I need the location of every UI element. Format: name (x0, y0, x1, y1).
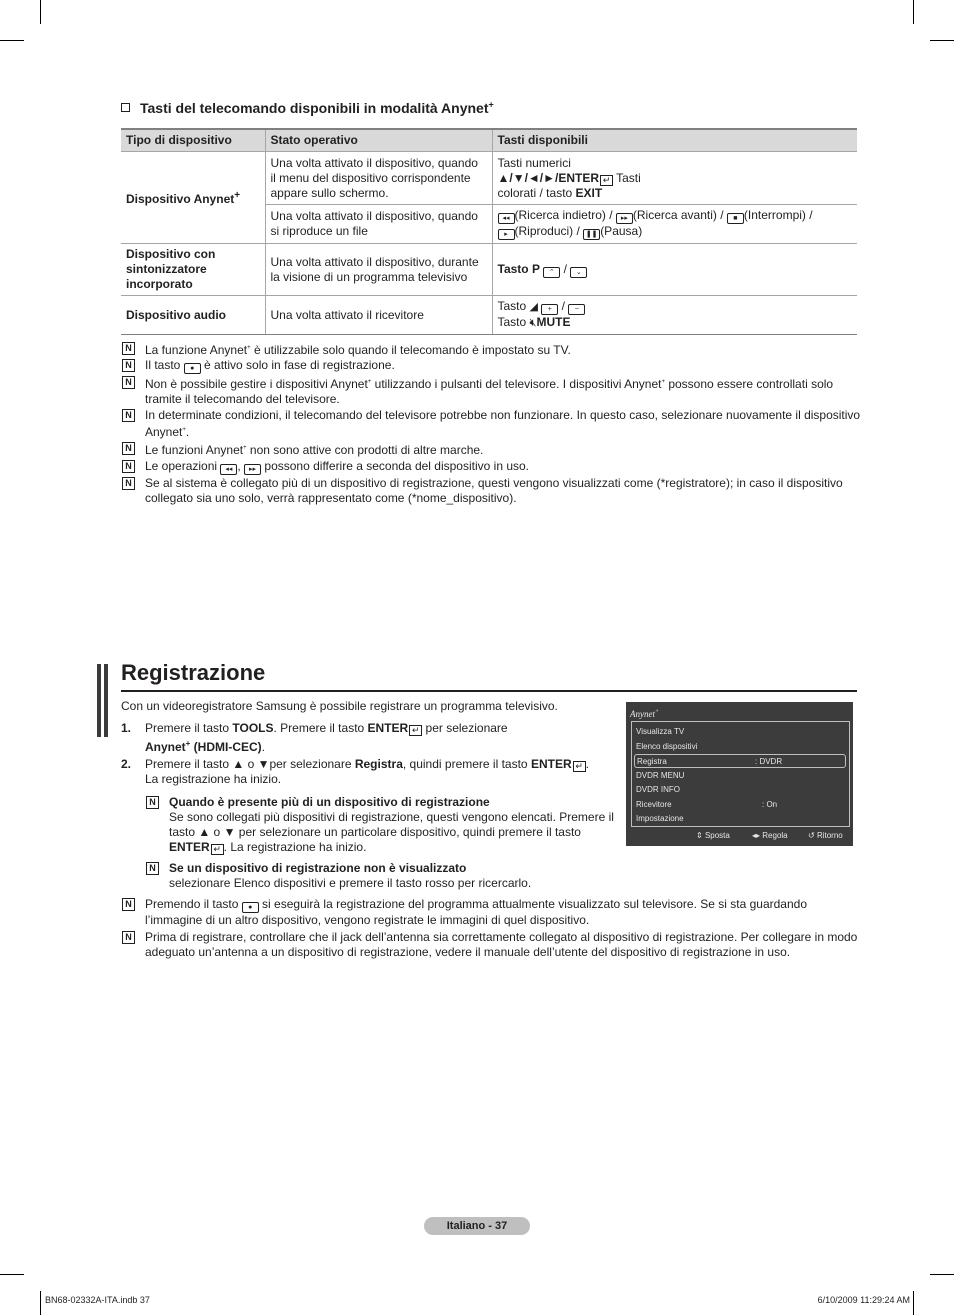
note: N Il tasto ● è attivo solo in fase di registrazione. (121, 358, 861, 374)
title-rule (121, 690, 857, 692)
checkbox-bullet-icon (121, 103, 130, 112)
note-icon: N (122, 477, 135, 490)
channel-down-key-icon: ⌄ (570, 267, 587, 278)
subnote-multiple-recorders: N Quando è presente più di un dispositivo di registrazione Se sono collegati più dispositivi di registrazione, questi vengono elencati. Premere il tasto ▲ o ▼ per selezionare un particolare dispositivo, quindi premere il tasto ENTER ↵ . La registrazione ha inizio. (145, 795, 615, 855)
enter-icon: ↵ (409, 725, 422, 736)
enter-icon: ↵ (600, 175, 613, 186)
record-key-icon: ● (184, 363, 201, 374)
device-tuner-cell: Dispositivo con sintonizzatore incorporato (121, 244, 265, 296)
state-tuner-cell: Una volta attivato il dispositivo, durante la visione di un programma televisivo (265, 244, 492, 296)
note-icon: N (122, 409, 135, 422)
anynet-keys-table (121, 128, 857, 335)
tv-menu-item[interactable]: DVDR MENU (636, 771, 685, 780)
page-number-badge: Italiano - 37 (424, 1217, 530, 1235)
up-down-arrow-icon: ⇕ (696, 831, 703, 840)
keys-menu-cell: Tasti numerici ▲/▼/◄/►/ENTER ↵ Tasti colorati / tasto EXIT (492, 152, 857, 205)
note-icon: N (122, 359, 135, 372)
header-available-keys: Tasti disponibili (492, 129, 857, 152)
section-bar-decoration (97, 664, 101, 737)
note: N Prima di registrare, controllare che il jack dell’antenna sia correttamente collegato al dispositivo di registrazione. Per collegare in modo adeguato un’antenna a un dispositivo di registrazione, vedere il manuale dell’utente del dispositivo di registrazione in uso. (121, 930, 861, 960)
section-bar-decoration (104, 664, 108, 737)
note-icon: N (146, 862, 159, 875)
print-file-info: BN68-02332A-ITA.indb 37 (45, 1295, 150, 1305)
tv-footer-adjust: ◂▸ Regola (752, 831, 788, 840)
rewind-key-icon: ◂◂ (498, 213, 515, 224)
note: N In determinate condizioni, il telecomando del televisore potrebbe non funzionare. In questo caso, selezionare nuovamente il dispositivo Anynet+. (121, 408, 861, 440)
table-row (121, 296, 857, 335)
tv-menu-item-selected[interactable]: Registra : DVDR (634, 754, 846, 768)
fast-forward-key-icon: ▸▸ (616, 213, 633, 224)
note: N Premendo il tasto ● si eseguirà la registrazione del programma attualmente visualizzato sul televisore. Se si sta guardando l’immagine di un altro dispositivo, vengono registrate le immagini di quel dispositivo. (121, 897, 861, 928)
step-1: 1. Premere il tasto TOOLS. Premere il tasto ENTER ↵ per selezionare Anynet+ (HDMI-CEC). (121, 721, 508, 754)
device-audio-cell: Dispositivo audio (121, 296, 265, 335)
note: N Non è possibile gestire i dispositivi Anynet+ utilizzando i pulsanti del televisore. I dispositivi Anynet+ possono essere controllati solo tramite il telecomando del televisore. (121, 375, 861, 407)
volume-up-key-icon: + (541, 304, 558, 315)
mute-icon: 🔇︎ (529, 317, 537, 329)
fast-forward-key-icon: ▸▸ (244, 464, 261, 475)
keys-tuner-cell: Tasto P ⌃ / ⌄ (492, 244, 857, 296)
note-icon: N (146, 796, 159, 809)
keys-play-cell: ◂◂ (Ricerca indietro) / ▸▸ (Ricerca avanti) / ■ (Interrompi) / ▸ (Riproduci) / ❚❚ (Pausa) (492, 205, 857, 244)
table-row (121, 244, 857, 296)
tv-footer-move: ⇕ Sposta (696, 831, 730, 840)
header-device-type: Tipo di dispositivo (121, 129, 265, 152)
enter-icon: ↵ (211, 844, 224, 855)
device-anynet-cell: Dispositivo Anynet+ (121, 152, 265, 244)
record-key-icon: ● (242, 902, 259, 913)
print-date-info: 6/10/2009 11:29:24 AM (817, 1295, 910, 1305)
subnote-recorder-not-shown: N Se un dispositivo di registrazione non è visualizzato selezionare Elenco dispositivi e premere il tasto rosso per ricercarlo. (145, 861, 615, 891)
note-icon: N (122, 442, 135, 455)
tv-footer-back: ↺ Ritorno (808, 831, 843, 840)
table-row (121, 152, 857, 205)
step-2: 2. Premere il tasto ▲ o ▼per selezionare Registra, quindi premere il tasto ENTER ↵ . La registrazione ha inizio. (121, 757, 589, 786)
note-icon: N (122, 376, 135, 389)
note-icon: N (122, 460, 135, 473)
play-key-icon: ▸ (498, 229, 515, 240)
state-menu-cell: Una volta attivato il dispositivo, quando il menu del dispositivo corrispondente appare sullo schermo. (265, 152, 492, 205)
state-play-cell: Una volta attivato il dispositivo, quando si riproduce un file (265, 205, 492, 244)
enter-icon: ↵ (573, 761, 586, 772)
note-icon: N (122, 898, 135, 911)
volume-down-key-icon: − (568, 304, 585, 315)
section-title-anynet-keys: Tasti del telecomando disponibili in modalità Anynet+ (121, 99, 861, 117)
volume-icon: ◢ (529, 301, 538, 313)
anynet-logo: Anynet+ (630, 709, 660, 719)
channel-up-key-icon: ⌃ (543, 267, 560, 278)
header-operating-state: Stato operativo (265, 129, 492, 152)
tv-menu-screenshot (626, 702, 853, 846)
tv-menu-item[interactable]: Visualizza TV (636, 727, 685, 736)
return-icon: ↺ (808, 831, 815, 840)
stop-key-icon: ■ (727, 213, 744, 224)
rewind-key-icon: ◂◂ (220, 464, 237, 475)
tv-menu-list (631, 721, 850, 827)
table-header-row (121, 129, 857, 152)
intro-text: Con un videoregistratore Samsung è possibile registrare un programma televisivo. (121, 699, 558, 713)
pause-key-icon: ❚❚ (583, 229, 600, 240)
note: N Le funzioni Anynet+ non sono attive con prodotti di altre marche. (121, 441, 861, 458)
tv-menu-item[interactable]: DVDR INFO (636, 785, 680, 794)
note-icon: N (122, 931, 135, 944)
note: N La funzione Anynet+ è utilizzabile solo quando il telecomando è impostato su TV. (121, 341, 861, 358)
tv-menu-item[interactable]: Ricevitore : On (636, 800, 778, 809)
section-title-registrazione: Registrazione (121, 660, 266, 685)
keys-audio-cell: Tasto ◢ + / − Tasto 🔇︎MUTE (492, 296, 857, 335)
note-icon: N (122, 342, 135, 355)
state-audio-cell: Una volta attivato il ricevitore (265, 296, 492, 335)
tv-menu-item[interactable]: Impostazione (636, 814, 684, 823)
note: N Se al sistema è collegato più di un dispositivo di registrazione, questi vengono visualizzati come (*registratore); in caso il dispositivo collegato sia uno solo, verrà rappresentato come (*nome_dispositivo). (121, 476, 861, 506)
left-right-arrow-icon: ◂▸ (752, 831, 761, 840)
note: N Le operazioni ◂◂ , ▸▸ possono differire a seconda del dispositivo in uso. (121, 459, 861, 475)
tv-menu-item[interactable]: Elenco dispositivi (636, 742, 698, 751)
